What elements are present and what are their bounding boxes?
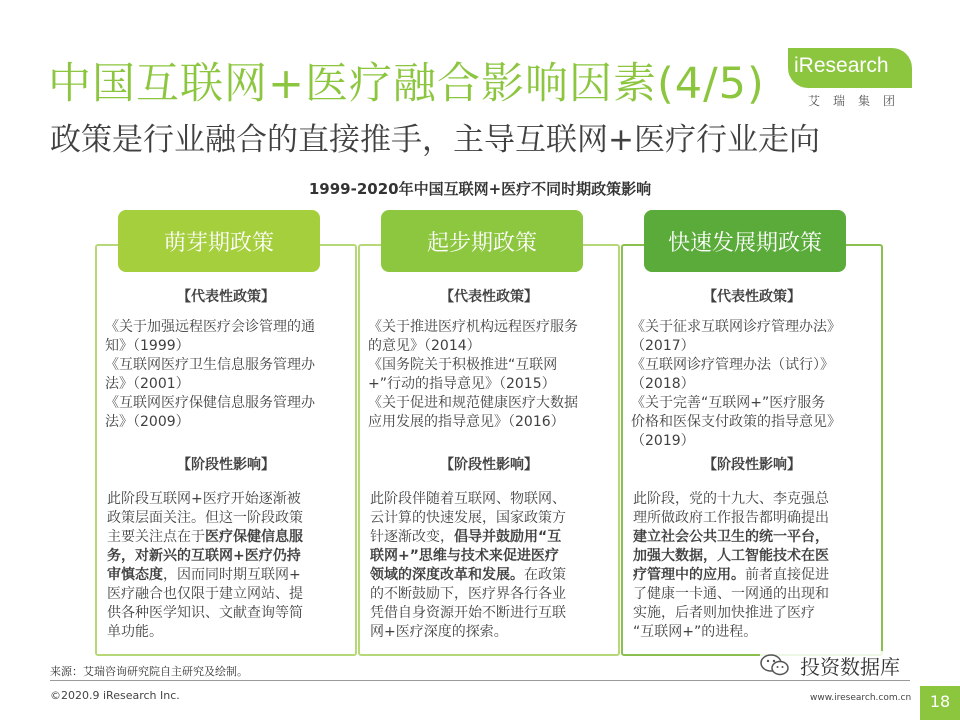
policy-line: 《关于加强远程医疗会诊管理的通: [105, 319, 315, 335]
impact-bold-span: 疗管理中的应用。: [633, 567, 745, 583]
impact-line: [107, 490, 335, 509]
impact-line: [633, 566, 861, 585]
impact-line: [370, 490, 598, 509]
impact-text-span: 了健康一卡通、一网通的出现和: [633, 586, 829, 602]
impact-line: [633, 585, 861, 604]
impact-text-span: 此阶段互联网+医疗开始逐渐被: [107, 491, 301, 507]
impact-bold-span: 倡导并鼓励用“互: [454, 529, 562, 545]
impact-line: [370, 528, 598, 547]
impact-text-span: 在政策: [524, 567, 566, 583]
impact-line: [633, 490, 861, 509]
impact-line: [370, 509, 598, 528]
page-title: 中国互联网+医疗融合影响因素(4/5): [48, 59, 765, 109]
policy-line: 的意见》（2014）: [368, 338, 481, 354]
policy-label: 【代表性政策】: [177, 289, 275, 305]
column-header-sprout: 萌芽期政策: [118, 210, 320, 272]
policy-line: 法》（2009）: [105, 414, 190, 430]
chart-title: 1999-2020年中国互联网+医疗不同时期政策影响: [308, 180, 652, 198]
policy-label: 【代表性政策】: [440, 289, 538, 305]
impact-text-span: 主要关注点在于: [107, 529, 205, 545]
impact-line: [370, 566, 598, 585]
impact-text-span: 单功能。: [107, 624, 163, 640]
policy-line: 《关于促进和规范健康医疗大数据: [368, 395, 578, 411]
impact-text: [633, 490, 861, 642]
impact-text-span: 云计算的快速发展，国家政策方: [370, 510, 566, 526]
wechat-icon: [760, 653, 790, 677]
impact-text-span: 此阶段伴随着互联网、物联网、: [370, 491, 566, 507]
column-header-start: 起步期政策: [381, 210, 583, 272]
policy-line: 法》（2001）: [105, 376, 190, 392]
page-subtitle: 政策是行业融合的直接推手，主导互联网+医疗行业走向: [50, 122, 820, 158]
policy-line: （2017）: [631, 338, 695, 354]
impact-text-span: 前者直接促进: [745, 567, 829, 583]
impact-text-span: “互联网+”的进程。: [633, 624, 758, 640]
impact-bold-span: 医疗保健信息服: [205, 529, 303, 545]
policy-line: 价格和医保支付政策的指导意见》: [631, 414, 841, 430]
impact-bold-span: 建立社会公共卫生的统一平台，: [633, 529, 829, 545]
impact-line: [633, 623, 861, 642]
impact-line: [370, 623, 598, 642]
impact-text-span: 医疗融合也仅限于建立网站、提: [107, 586, 303, 602]
impact-label: 【阶段性影响】: [177, 457, 275, 473]
policy-list: [631, 318, 875, 451]
policy-label: 【代表性政策】: [703, 289, 801, 305]
column-rapid: [621, 244, 883, 656]
impact-line: [107, 604, 335, 623]
impact-bold-span: 审慎态度: [107, 567, 163, 583]
copyright: ©2020.9 iResearch Inc.: [50, 689, 180, 702]
impact-text-span: 网+医疗深度的探索。: [370, 624, 508, 640]
impact-text-span: 针逐渐改变，: [370, 529, 454, 545]
impact-line: [370, 604, 598, 623]
policy-line: 《国务院关于积极推进“互联网: [368, 357, 558, 373]
impact-text-span: 此阶段，党的十九大、李克强总: [633, 491, 829, 507]
impact-text-span: 供各种医学知识、文献查询等简: [107, 605, 303, 621]
impact-label: 【阶段性影响】: [703, 457, 801, 473]
logo-text: iResearch: [794, 54, 889, 77]
impact-line: [107, 547, 335, 566]
impact-label: 【阶段性影响】: [440, 457, 538, 473]
impact-bold-span: 联网+”思维与技术来促进医疗: [370, 548, 559, 564]
footer-divider: [50, 680, 910, 681]
impact-line: [107, 528, 335, 547]
wechat-watermark: [760, 651, 900, 679]
column-start: [358, 244, 620, 656]
impact-text: [370, 490, 598, 642]
impact-line: [633, 528, 861, 547]
policy-line: 《互联网医疗保健信息服务管理办: [105, 395, 315, 411]
policy-line: 《互联网诊疗管理办法（试行）》: [631, 357, 834, 373]
impact-line: [107, 585, 335, 604]
impact-line: [107, 566, 335, 585]
impact-text-span: 的不断鼓励下，医疗界各行各业: [370, 586, 566, 602]
website-link[interactable]: www.iresearch.com.cn: [810, 693, 912, 703]
policy-line: （2019）: [631, 433, 695, 449]
source-note: 来源：艾瑞咨询研究院自主研究及绘制。: [50, 665, 248, 678]
impact-line: [633, 604, 861, 623]
watermark-text: 投资数据库: [800, 654, 900, 679]
page-number: 18: [929, 692, 951, 711]
impact-text-span: 理所做政府工作报告都明确提出: [633, 510, 829, 526]
impact-line: [633, 509, 861, 528]
column-sprout: [95, 244, 357, 656]
impact-text-span: 政策层面关注。但这一阶段政策: [107, 510, 303, 526]
impact-line: [633, 547, 861, 566]
impact-line: [370, 585, 598, 604]
policy-line: 《关于完善“互联网+”医疗服务: [631, 395, 826, 411]
policy-line: 知》（1999）: [105, 338, 190, 354]
logo-subtext: 艾瑞集团: [808, 94, 909, 108]
policy-line: 《关于征求互联网诊疗管理办法》: [631, 319, 841, 335]
impact-text-span: ，因而同时期互联网+: [163, 567, 301, 583]
policy-list: [105, 318, 349, 432]
impact-bold-span: 务，对新兴的互联网+医疗仍持: [107, 548, 301, 564]
impact-text-span: 实施，后者则加快推进了医疗: [633, 605, 815, 621]
impact-text: [107, 490, 335, 642]
policy-line: 《关于推进医疗机构远程医疗服务: [368, 319, 578, 335]
policy-line: （2018）: [631, 376, 695, 392]
column-header-rapid: 快速发展期政策: [644, 210, 846, 272]
policy-line: 《互联网医疗卫生信息服务管理办: [105, 357, 315, 373]
impact-bold-span: 加强大数据，人工智能技术在医: [633, 548, 829, 564]
policy-list: [368, 318, 612, 432]
iresearch-logo: [768, 48, 918, 110]
policy-line: 应用发展的指导意见》（2016）: [368, 414, 565, 430]
impact-line: [107, 623, 335, 642]
impact-line: [370, 547, 598, 566]
impact-bold-span: 领域的深度改革和发展。: [370, 567, 524, 583]
impact-text-span: 凭借自身资源开始不断进行互联: [370, 605, 566, 621]
impact-line: [107, 509, 335, 528]
policy-line: +”行动的指导意见》（2015）: [368, 376, 556, 392]
